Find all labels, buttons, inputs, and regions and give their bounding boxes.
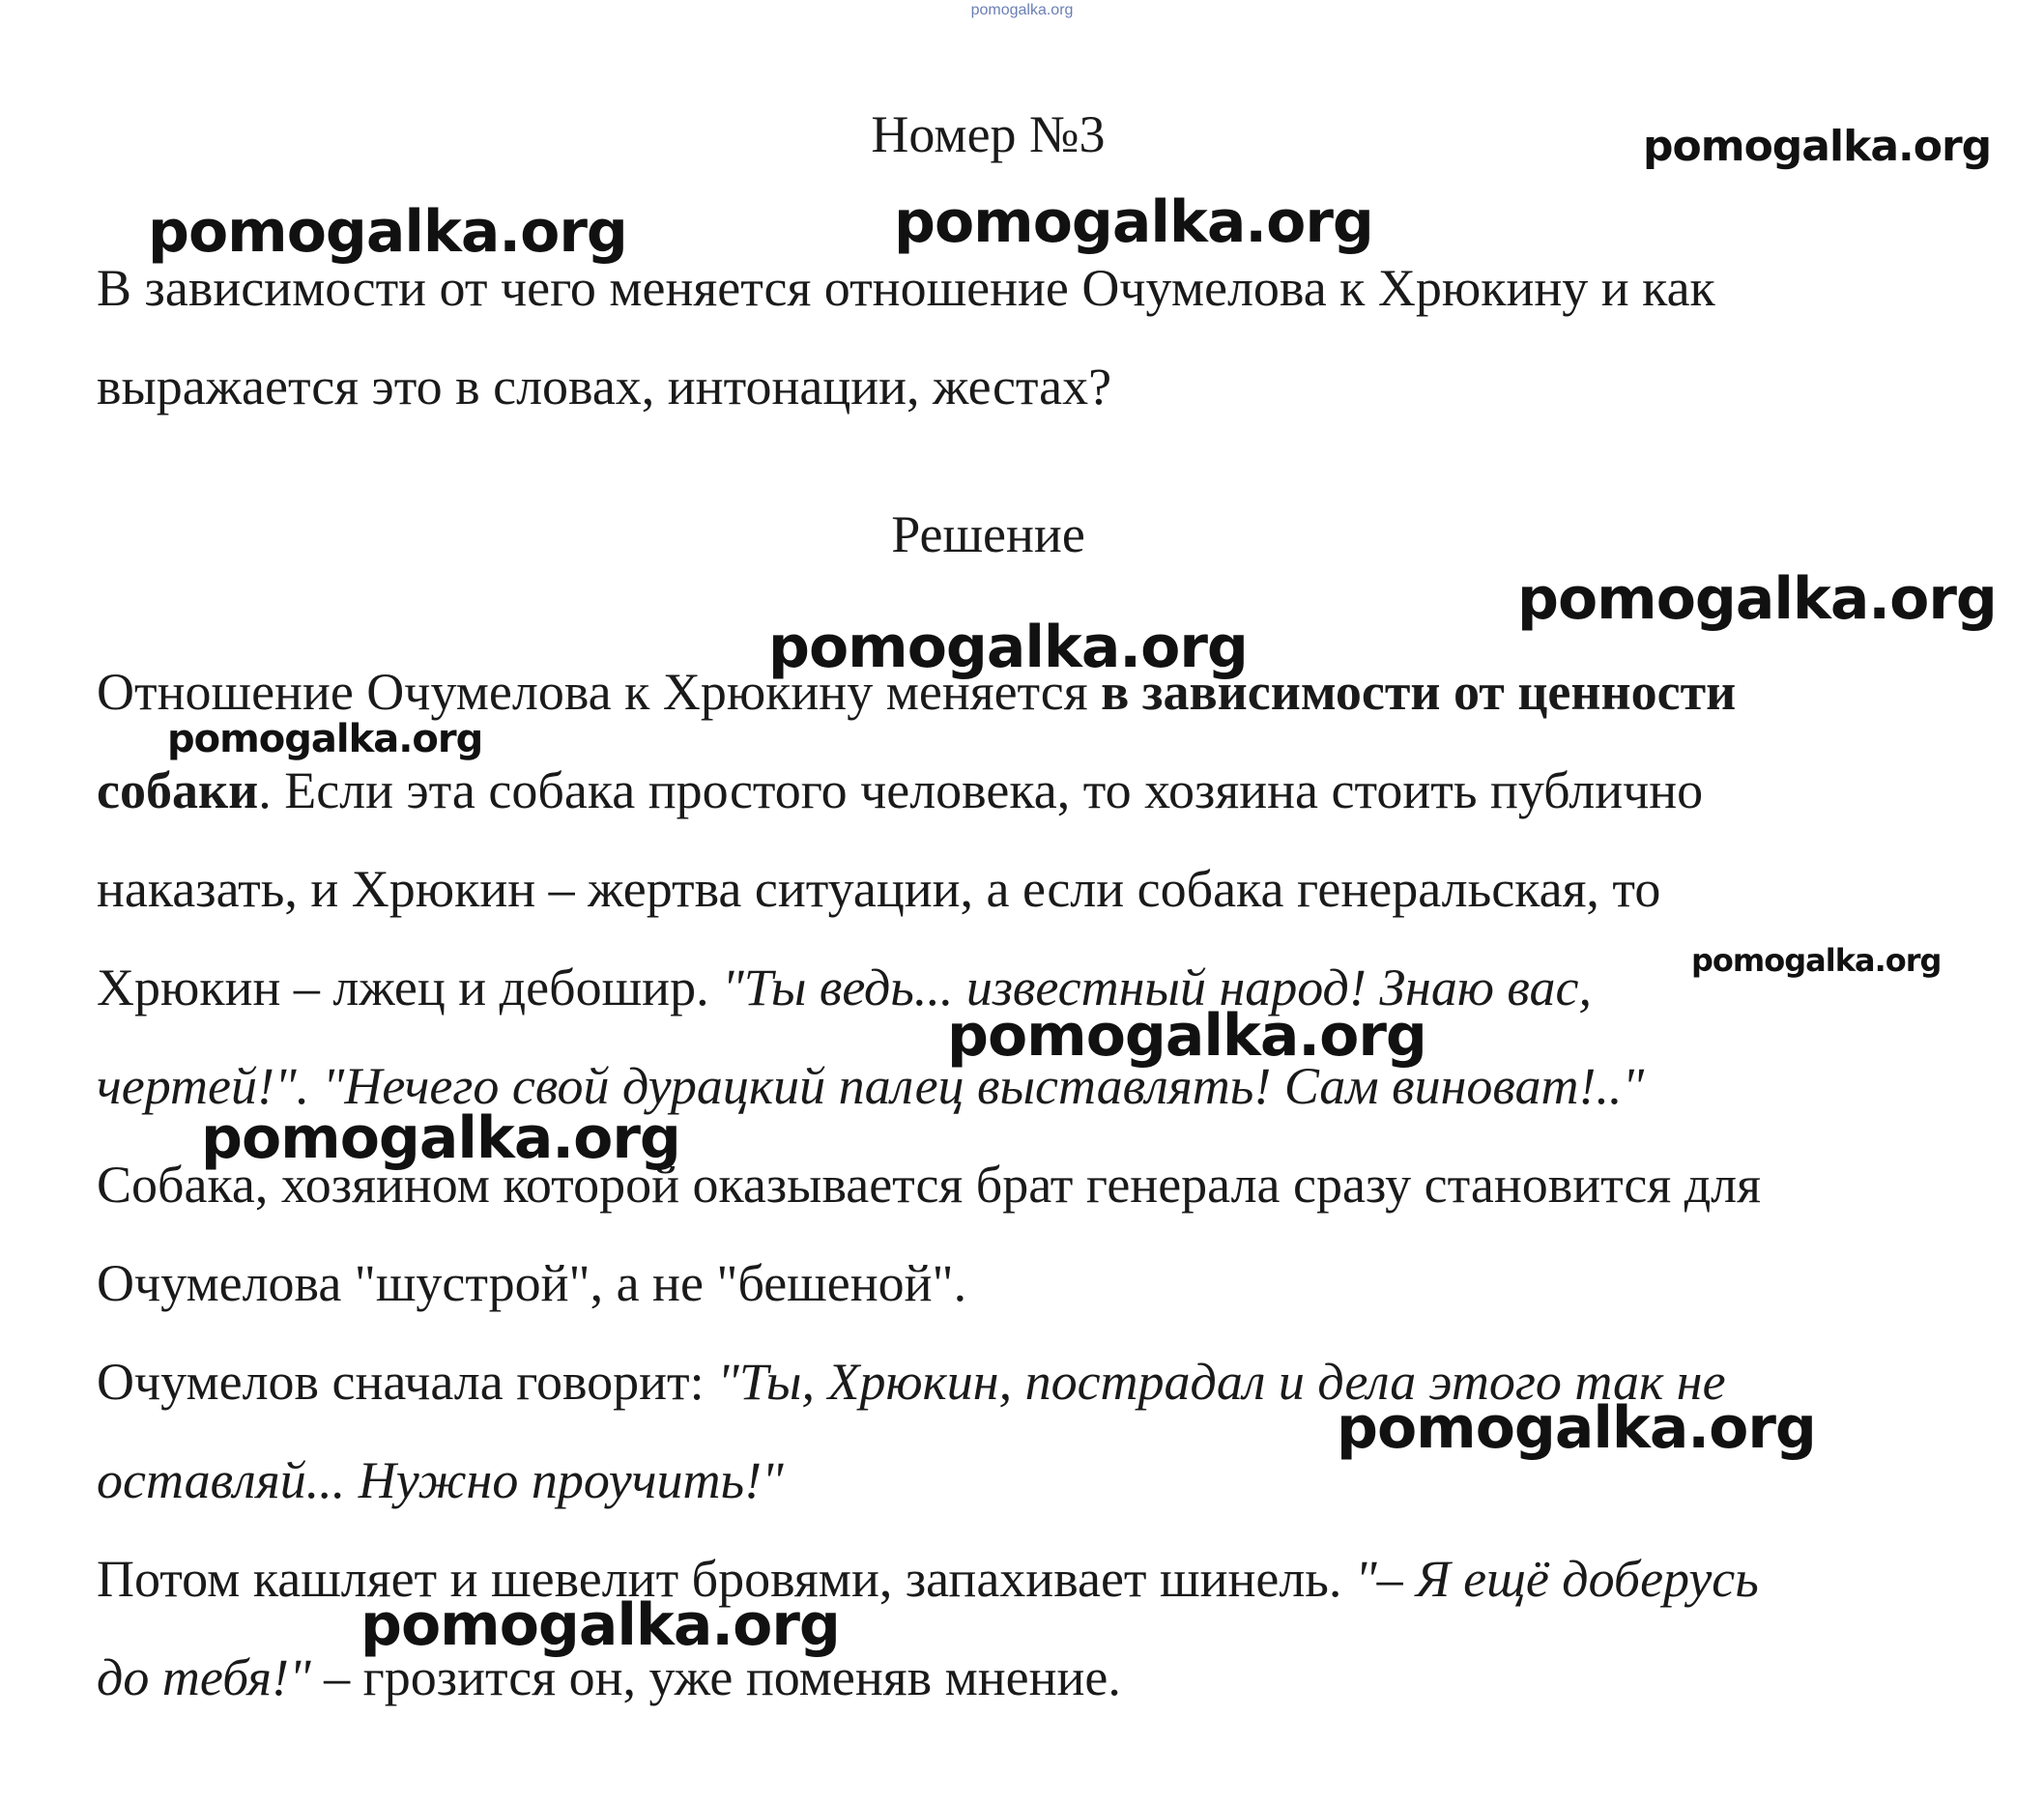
watermark: pomogalka.org	[894, 188, 1373, 256]
answer-quote-run: чертей!". "Нечего свой дурацкий палец выставлять! Сам виноват!.."	[97, 1057, 1645, 1115]
answer-text-run: Хрюкин – лжец и дебошир.	[97, 959, 723, 1016]
question-line: выражается это в словах, интонации, жестах?	[97, 358, 1112, 415]
watermark: pomogalka.org	[148, 198, 627, 266]
source-caption: pomogalka.org	[970, 2, 1074, 18]
answer-bold-run: собаки	[97, 761, 259, 819]
answer-bold-run: в зависимости от ценности	[1101, 663, 1737, 721]
watermark: pomogalka.org	[1517, 565, 1997, 633]
answer-text-run: Очумелов сначала говорит:	[97, 1353, 718, 1411]
watermark: pomogalka.org	[1691, 942, 1942, 979]
answer-text	[97, 643, 1962, 1727]
answer-quote-run: "– Я ещё доберусь	[1354, 1550, 1759, 1608]
answer-text-run: . Если эта собака простого человека, то хозяина стоить публично	[258, 761, 1704, 819]
question-text	[97, 239, 1962, 436]
watermark: pomogalka.org	[360, 1591, 840, 1659]
page-title: Номер №3	[871, 105, 1106, 163]
answer-text-run: Отношение Очумелова к Хрюкину меняется	[97, 663, 1102, 721]
answer-quote-run: оставляй... Нужно проучить!"	[97, 1451, 784, 1509]
answer-line: Очумелова "шустрой", а не "бешеной".	[97, 1254, 967, 1312]
answer-quote-run: "Ты ведь... известный народ! Знаю вас,	[722, 959, 1592, 1016]
watermark: pomogalka.org	[947, 1002, 1426, 1070]
watermark: pomogalka.org	[1643, 122, 1992, 171]
answer-line: наказать, и Хрюкин – жертва ситуации, а если собака генеральская, то	[97, 860, 1661, 918]
answer-quote-run: до тебя!"	[97, 1648, 311, 1706]
watermark: pomogalka.org	[201, 1104, 680, 1172]
answer-line: Собака, хозяином которой оказывается брат генерала сразу становится для	[97, 1156, 1761, 1214]
watermark: pomogalka.org	[768, 614, 1248, 681]
watermark: pomogalka.org	[1337, 1394, 1816, 1462]
answer-quote-run: "Ты, Хрюкин, пострадал и дела этого так не	[717, 1353, 1726, 1411]
question-line: В зависимости от чего меняется отношение Очумелова к Хрюкину и как	[97, 259, 1715, 317]
watermark: pomogalka.org	[167, 717, 483, 761]
answer-text-run: Потом кашляет и шевелит бровями, запахивает шинель.	[97, 1550, 1355, 1608]
section-title: Решение	[891, 505, 1085, 563]
answer-text-run: – грозится он, уже поменяв мнение.	[310, 1648, 1121, 1706]
